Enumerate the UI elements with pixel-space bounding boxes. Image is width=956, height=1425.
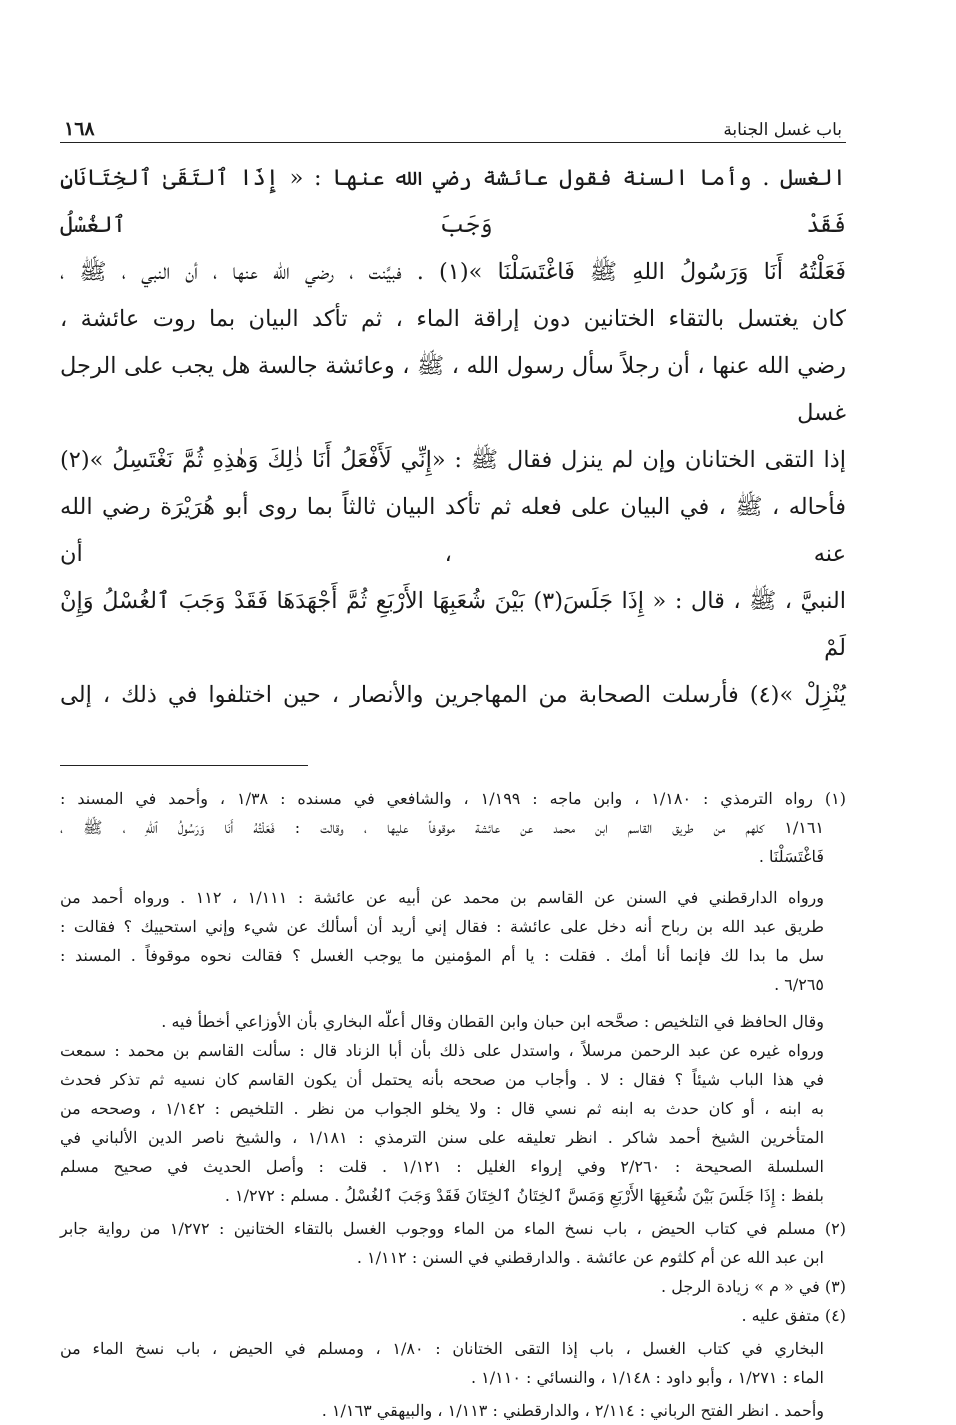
footnote-line: ١/١٦١ كلهم من طريق القاسم ابن محمد عن عائشة موقوفاً عليها ، وقالت : فَعَلْتُهُ أَنَا وَرَسُولُ ٱللهِ ، ﷺ ، bbox=[60, 818, 825, 837]
footnote-line: وأحمد . انظر الفتح الرباني : ٢/١١٤ ، والدارقطني : ١/١١٣ ، والبيهقي ١/١٦٣ . bbox=[321, 1401, 824, 1420]
footnote-line: طريق عبد الله بن رباح أنه دخل على عائشة : فقال إني أريد أن أسألك عن شيء وإني استحييك ؟ فقالت : bbox=[60, 917, 824, 936]
footnote-1-paragraph-2 bbox=[60, 883, 846, 999]
footnote-line: البخاري في كتاب الغسل ، باب إذا التقى الختانان : ١/٨٠ ، ومسلم في الحيض ، باب نسخ الماء من bbox=[60, 1339, 825, 1358]
footnote-line: سل ما بدا لك فإنما أنا أمك . فقلت : يا أم المؤمنين ما يوجب الغسل ؟ فقالت نحوه موقوفاً . المسند : bbox=[60, 946, 824, 965]
book-page bbox=[60, 108, 846, 1425]
footnote-line: في هذا الباب شيئاً ؟ فقال : لا . وأجاب من صححه بأنه يحتمل أن يكون القاسم كان نسيه ثم تذكر فحدث bbox=[60, 1070, 825, 1089]
footnote-line: (١) رواه الترمذي : ١/١٨٠ ، وابن ماجه : ١/١٩٩ ، والشافعي في مسنده : ١/٣٨ ، وأحمد في المسند : bbox=[60, 789, 847, 808]
footnote-line: بلفظ : إِذَا جَلَسَ بَيْنَ شُعَبِهَا الأَرْبَعِ وَمَسَّ ٱلخِتَانُ ٱلخِتَانَ فَقَدْ وَجَبَ ٱلغُسْلُ . مسلم : ١/٢٧٢ . bbox=[224, 1186, 824, 1205]
body-line: يُنْزِلْ »(٤) فأرسلت الصحابة من المهاجرين والأنصار ، حين اختلفوا في ذلك ، إلى bbox=[60, 682, 847, 708]
footnote-1 bbox=[60, 784, 846, 871]
body-line: رضي الله عنها ، أن رجلاً سأل رسول الله ، ﷺ ، وعائشة جالسة هل يجب على الرجل غسل bbox=[60, 353, 846, 426]
page-header bbox=[60, 108, 846, 143]
chapter-title: باب غسل الجنابة bbox=[723, 120, 842, 140]
footnote-line: (٢) مسلم في كتاب الحيض ، باب نسخ الماء من الماء ووجوب الغسل بالتقاء الختانين : ١/٢٧٢ من رواية جابر bbox=[60, 1219, 846, 1238]
footnote-line: به ابنه ، أو كان حدث به ابنه ثم نسي قال : ولا يخلو الجواب من نظر . التلخيص : ١/١٤٢ ، وصححه من bbox=[60, 1099, 825, 1118]
body-line: الغسل . وأما السنة فقول عائشة رضي الله عنها : « إِذَا ٱلتَقَىٰ ٱلخِتَانَانِ فَقَدْ وَجَبَ ٱلغُسْلُ bbox=[60, 165, 846, 238]
footnote-1-paragraph-3 bbox=[60, 1007, 846, 1210]
footnote-line: ٦/٢٦٥ . bbox=[774, 975, 824, 994]
footnote-line: وقال الحافظ في التلخيص : صحَّحه ابن حبان وابن القطان وقال أعلّه البخاري بأن الأوزاعي أخطأ فيه . bbox=[161, 1012, 824, 1031]
page-number: ١٦٨ bbox=[64, 118, 95, 140]
footnote-2 bbox=[60, 1214, 846, 1272]
footnote-line: ورواه الدارقطني في السنن عن القاسم بن محمد عن أبيه عن عائشة : ١/١١١ ، ١١٢ . ورواه أحمد من bbox=[60, 888, 824, 907]
body-line: فَعَلْتُهُ أَنَا وَرَسُولُ اللهِ ﷺ فَاغْتَسَلْنَا »(١) . فبيَّنت ، رضي الله عنها ، أن النبي ، ﷺ ، bbox=[60, 259, 846, 285]
body-line: فأحاله ، ﷺ ، في البيان على فعله ثم تأكد البيان ثالثاً بما روى أبو هُرَيْرَة رضي الله عنه ، أن bbox=[60, 494, 846, 567]
footnote-4-paragraph bbox=[60, 1334, 846, 1392]
main-text bbox=[60, 155, 846, 719]
footnote-4-paragraph-2 bbox=[60, 1396, 846, 1425]
footnote-line: ابن عبد الله عن أم كلثوم عن عائشة . والدارقطني في السنن : ١/١١٢ . bbox=[356, 1248, 824, 1267]
body-line: كان يغتسل بالتقاء الختانين دون إراقة الماء ، ثم تأكد البيان بما روت عائشة ، bbox=[60, 306, 846, 332]
footnote-line: فَاغْتَسَلْنَا . bbox=[758, 847, 824, 866]
footnote-line: المتأخرين الشيخ أحمد شاكر . انظر تعليقه على سنن الترمذي : ١/١٨١ ، والشيخ ناصر الدين الألباني في bbox=[60, 1128, 825, 1147]
footnote-line: الماء : ١/٢٧١ ، وأبو داود : ١/١٤٨ ، والنسائي : ١/١١٠ . bbox=[470, 1368, 824, 1387]
footnote-line: السلسلة الصحيحة : ٢/٢٦٠ وفي إرواء الغليل : ١/١٢١ . قلت : وأصل الحديث في صحيح مسلم bbox=[60, 1157, 825, 1176]
body-line: النبيَّ ، ﷺ ، قال : « إِذَا جَلَسَ(٣) بَيْنَ شُعَبِهَا الأَرْبَعِ ثُمَّ أَجْهَدَهَا فَقَدْ وَجَبَ ٱلغُسْلُ وَإِنْ لَمْ bbox=[60, 588, 846, 661]
footnote-4: (٤) متفق عليه . bbox=[741, 1306, 846, 1325]
footnote-separator bbox=[60, 765, 308, 766]
footnotes bbox=[60, 784, 846, 1425]
footnote-3: (٣) في « م » زيادة الرجل . bbox=[661, 1277, 846, 1296]
footnote-line: ورواه غيره عن عبد الرحمن مرسلاً ، واستدل على ذلك بأن أبا الزناد قال : سألت القاسم بن محمد : سمعت bbox=[60, 1041, 824, 1060]
body-line: إذا التقى الختانان وإن لم ينزل فقال ﷺ : «إِنِّي لَأَفْعَلُ أَنَا ذٰلِكَ وَهٰذِهِ ثُمَّ نَغْتَسِلُ »(٢) bbox=[60, 447, 846, 473]
